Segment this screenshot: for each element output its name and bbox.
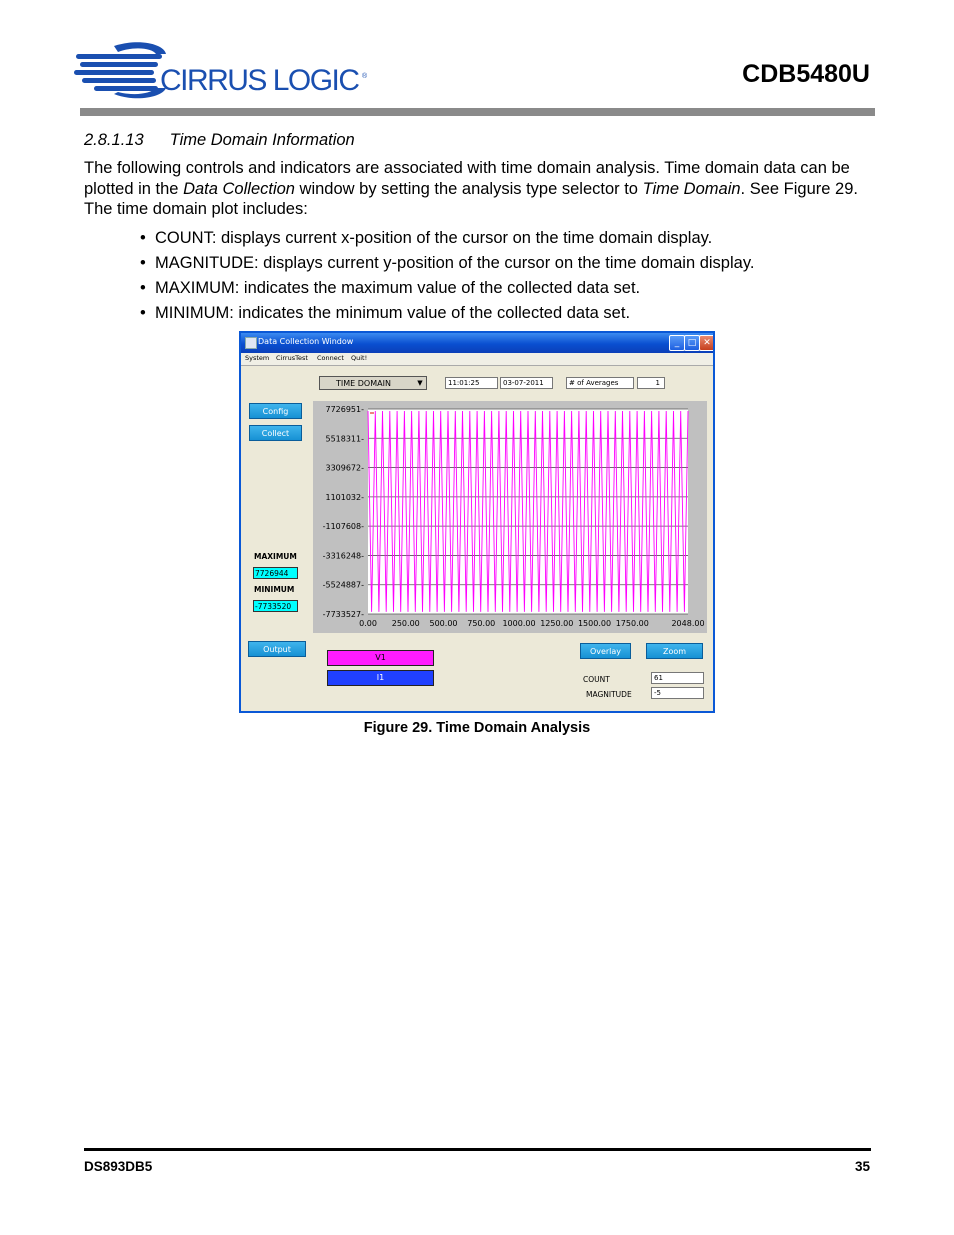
figure-caption: Figure 29. Time Domain Analysis xyxy=(363,720,591,736)
minimize-button[interactable]: _ xyxy=(669,335,685,351)
x-tick-label: 2048.00 xyxy=(671,619,705,628)
x-tick-label: 1000.00 xyxy=(502,619,536,628)
plot-svg xyxy=(313,401,707,633)
averages-label: # of Averages xyxy=(566,377,634,389)
y-tick-label: -3316248- xyxy=(322,551,364,561)
chevron-down-icon: ▼ xyxy=(417,379,423,387)
x-tick-label: 750.00 xyxy=(467,619,496,628)
bullet-list xyxy=(140,228,754,328)
section-title: Time Domain Information xyxy=(169,131,355,149)
close-button[interactable]: ✕ xyxy=(699,335,715,351)
svg-text:®: ® xyxy=(362,73,368,80)
menu-system[interactable]: System xyxy=(245,354,270,362)
menu-cirrustest[interactable]: CirrusTest xyxy=(276,354,308,362)
date-field: 03-07-2011 xyxy=(500,377,553,389)
y-tick-label: 3309672- xyxy=(325,463,364,473)
intro-paragraph: The following controls and indicators are associated with time domain analysis. Time domain data can be plotted in the Data Collection window by setting the analysis type selector to Time Domain. See Figure 29. The time domain plot includes: xyxy=(84,159,858,218)
minimum-label: MINIMUM xyxy=(254,585,295,594)
x-tick-label: 1500.00 xyxy=(577,619,612,628)
list-item: • MAXIMUM: indicates the maximum value of the collected data set. xyxy=(140,278,754,303)
minimum-value: -7733520 xyxy=(253,600,298,612)
menu-connect[interactable]: Connect xyxy=(317,354,344,362)
time-field: 11:01:25 xyxy=(445,377,498,389)
header-rule xyxy=(80,108,875,116)
y-tick-label: 7726951- xyxy=(325,405,364,414)
x-tick-label: 500.00 xyxy=(429,619,458,628)
y-tick-label: 5518311- xyxy=(325,434,364,444)
output-button[interactable]: Output xyxy=(248,641,306,657)
list-item: • COUNT: displays current x-position of the cursor on the time domain display. xyxy=(140,228,754,253)
magnitude-value: -5 xyxy=(651,687,704,699)
count-label: COUNT xyxy=(583,675,610,684)
footer-rule xyxy=(84,1148,871,1151)
document-title: CDB5480U xyxy=(742,60,870,88)
x-tick-label: 250.00 xyxy=(391,619,420,628)
page-number: 35 xyxy=(854,1159,870,1174)
magnitude-label: MAGNITUDE xyxy=(586,690,632,699)
y-tick-label: -1107608- xyxy=(322,522,364,532)
count-value: 61 xyxy=(651,672,704,684)
averages-input[interactable]: 1 xyxy=(637,377,665,389)
data-collection-window xyxy=(239,331,715,713)
list-item: • MINIMUM: indicates the minimum value of the collected data set. xyxy=(140,303,754,328)
y-tick-label: -5524887- xyxy=(322,580,364,590)
collect-button[interactable]: Collect xyxy=(249,425,302,441)
legend-v1[interactable]: V1 xyxy=(327,650,434,666)
time-domain-plot[interactable] xyxy=(313,401,707,633)
section-number: 2.8.1.13 xyxy=(84,131,144,149)
overlay-button[interactable]: Overlay xyxy=(580,643,631,659)
y-tick-label: -7733527- xyxy=(322,610,364,619)
y-tick-label: 1101032- xyxy=(325,492,364,502)
menu-quit[interactable]: Quit! xyxy=(351,354,368,362)
list-item: • MAGNITUDE: displays current y-position of the cursor on the time domain display. xyxy=(140,253,754,278)
window-title: Data Collection Window xyxy=(258,337,354,346)
logo-text: CIRRUS LOGIC xyxy=(160,64,360,97)
x-tick-label: 1250.00 xyxy=(540,619,574,628)
cirrus-logic-logo xyxy=(74,40,374,102)
maximum-label: MAXIMUM xyxy=(254,552,297,561)
maximum-value: 7726944 xyxy=(253,567,298,579)
window-titlebar[interactable] xyxy=(241,333,713,353)
x-tick-label: 0.00 xyxy=(359,619,377,628)
x-tick-label: 1750.00 xyxy=(615,619,649,628)
footer-doc-id: DS893DB5 xyxy=(84,1159,153,1174)
legend-i1[interactable]: I1 xyxy=(327,670,434,686)
section-heading xyxy=(84,131,355,150)
window-app-icon xyxy=(245,337,257,349)
maximize-button[interactable]: □ xyxy=(684,335,700,351)
analysis-type-selector[interactable]: TIME DOMAIN ▼ xyxy=(319,376,427,390)
menu-bar xyxy=(241,353,713,366)
zoom-button[interactable]: Zoom xyxy=(646,643,703,659)
config-button[interactable]: Config xyxy=(249,403,302,419)
